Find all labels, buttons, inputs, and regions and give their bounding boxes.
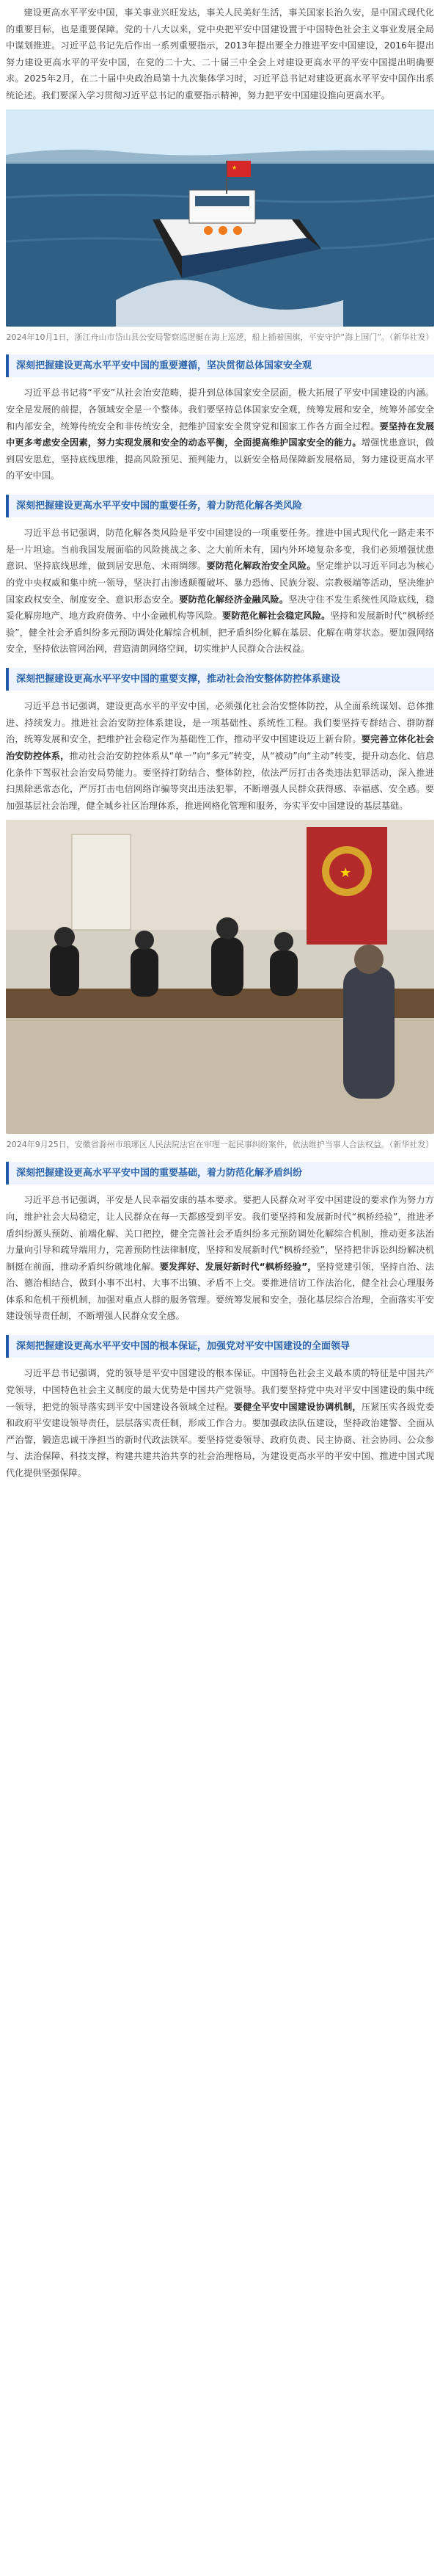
- figure-patrol-boat: [6, 109, 434, 344]
- patrol-boat-photo: [6, 109, 434, 327]
- figure-caption-2: 2024年9月25日，安徽省滁州市琅琊区人民法院法官在审理一起民事纠纷案件，依法维护当事人合法权益。（新华社发）: [6, 1140, 434, 1150]
- section-title-3: 深刻把握建设更高水平平安中国的重要支撑，推动社会治安整体防控体系建设: [6, 668, 434, 691]
- courtroom-photo: [6, 820, 434, 1134]
- national-emblem: [322, 846, 372, 896]
- national-flag: [227, 161, 251, 177]
- section-title-2: 深刻把握建设更高水平平安中国的重要任务，着力防范化解各类风险: [6, 495, 434, 518]
- figure-caption-1: 2024年10月1日，浙江舟山市岱山县公安局警察巡逻艇在海上巡逻，船上插着国旗，平安守护“海上国门”。（新华社发）: [6, 332, 434, 343]
- courtroom-illustration: [6, 820, 434, 1134]
- svg-text:★: ★: [232, 164, 238, 172]
- section1-paragraph: 习近平总书记将“平安”从社会治安范畴，提升到总体国家安全层面，极大拓展了平安中国建设的内涵。安全是发展的前提，各领域安全是一个整体。我们要坚持总体国家安全观，统筹发展和安全，统筹外部安全和内部安全，统筹传统安全和非传统安全，把维护国家安全贯穿党和国家工作各方面全过程。要坚持在发展中更多考虑安全因素，努力实现发展和安全的动态平衡，全面提高维护国家安全的能力。增强忧患意识，做到居安思危，坚持底线思维，提高风险预见、预判能力，以新安全格局保障新发展格局，努力建设更高水平的平安中国。: [6, 388, 435, 481]
- intro-paragraph: 建设更高水平平安中国，事关事业兴旺发达，事关人民美好生活，事关国家长治久安，是中国式现代化的重要目标，也是重要保障。党的十八大以来，党中央把平安中国建设置于中国特色社会主义事业发展全局中谋划推进。习近平总书记先后作出一系列重要指示，2013年提出要全力推进平安中国建设，2016年提出努力建设更高水平的平安中国，在党的二十大、二十届三中全会上对建设更高水平的平安中国提出明确要求。2025年2月，在二十届中央政治局第十九次集体学习时，习近平总书记对建设更高水平平安中国作出系统论述。我们要深入学习贯彻习近平总书记的重要指示精神，努力把平安中国建设推向更高水平。: [6, 7, 434, 101]
- patrol-boat-illustration: [6, 109, 434, 327]
- svg-text:★: ★: [340, 865, 352, 881]
- section-title-5: 深刻把握建设更高水平平安中国的根本保证，加强党对平安中国建设的全面领导: [6, 1335, 434, 1358]
- figure-courtroom: [6, 820, 434, 1151]
- section3-paragraph: 习近平总书记强调，建设更高水平的平安中国，必须强化社会治安整体防控，从全面系统谋划、总体推进、持续发力。推进社会治安防控体系建设，是一项基础性、系统性工程。我们要坚持专群结合、群防群治，统筹发展和安全，把维护社会稳定作为基础性工作，推动平安中国建设迈上新台阶。要完善立体化社会治安防控体系，推动社会治安防控体系从“单一”向“多元”转变，从“被动”向“主动”转变，提升动态化、信息化条件下驾驭社会治安局势能力。要坚持打防结合、整体防控，依法严厉打击各类违法犯罪活动，深入推进扫黑除恶常态化，严厉打击电信网络诈骗等突出违法犯罪，不断增强人民群众获得感、幸福感、安全感。要加强基层社会治理，健全城乡社区治理体系，推进网格化管理和服务，夯实平安中国建设的基层基础。: [6, 701, 435, 811]
- section-title-1: 深刻把握建设更高水平平安中国的重要遵循，坚决贯彻总体国家安全观: [6, 354, 434, 378]
- section5-paragraph: 习近平总书记强调，党的领导是平安中国建设的根本保证。中国特色社会主义最本质的特征是中国共产党领导，中国特色社会主义制度的最大优势是中国共产党领导。我们要坚持党中央对平安中国建设的集中统一领导，把党的领导落实到平安中国建设各领域全过程。要健全平安中国建设协调机制，压紧压实各级党委和政府平安建设领导责任，层层落实责任制，形成工作合力。要加强政法队伍建设，坚持政治建警、全面从严治警，锻造忠诚干净担当的新时代政法铁军。要坚持党委领导、政府负责、民主协商、社会协同、公众参与、法治保障、科技支撑，构建共建共治共享的社会治理格局，为建设更高水平的平安中国、推进中国式现代化提供坚强保障。: [6, 1368, 435, 1478]
- section-title-4: 深刻把握建设更高水平平安中国的重要基础，着力防范化解矛盾纠纷: [6, 1162, 434, 1185]
- section2-paragraph: 习近平总书记强调，防范化解各类风险是平安中国建设的一项重要任务。推进中国式现代化一路走来不是一片坦途。当前我国发展面临的风险挑战之多、之大前所未有，国内外环境复杂多变，我们必须增强忧患意识、坚持底线思维，做到居安思危、未雨绸缪。要防范化解政治安全风险。坚定维护以习近平同志为核心的党中央权威和集中统一领导，坚决打击渗透颠覆破坏、暴力恐怖、民族分裂、宗教极端等活动，坚决维护国家政权安全、制度安全、意识形态安全。要防范化解经济金融风险。坚决守住不发生系统性风险底线，稳妥化解房地产、地方政府债务、中小金融机构等风险。要防范化解社会稳定风险。坚持和发展新时代“枫桥经验”，健全社会矛盾纠纷多元预防调处化解综合机制，把矛盾纠纷化解在基层、化解在萌芽状态。要加强网络安全，坚持依法管网治网，营造清朗网络空间，切实维护人民群众合法权益。: [6, 528, 435, 655]
- section4-paragraph: 习近平总书记强调，平安是人民幸福安康的基本要求。要把人民群众对平安中国建设的要求作为努力方向，维护社会大局稳定，让人民群众在每一天都感受到平安。我们要坚持和发展新时代“枫桥经验”，推进矛盾纠纷源头预防、前端化解、关口把控，健全完善社会矛盾纠纷多元预防调处化解综合机制，推动更多法治力量向引导和疏导端用力，完善预防性法律制度，坚持和发展新时代“枫桥经验”，坚持把非诉讼纠纷解决机制挺在前面，推动矛盾纠纷就地化解。要发挥好、发展好新时代“枫桥经验”，坚持党建引领，坚持自治、法治、德治相结合，做到小事不出村、大事不出镇、矛盾不上交。要推进信访工作法治化，健全社会心理服务体系和危机干预机制，加强对重点人群的服务管理。要统筹发展和安全，强化基层综合治理，全面落实平安建设领导责任制，不断增强人民群众安全感。: [6, 1195, 434, 1322]
